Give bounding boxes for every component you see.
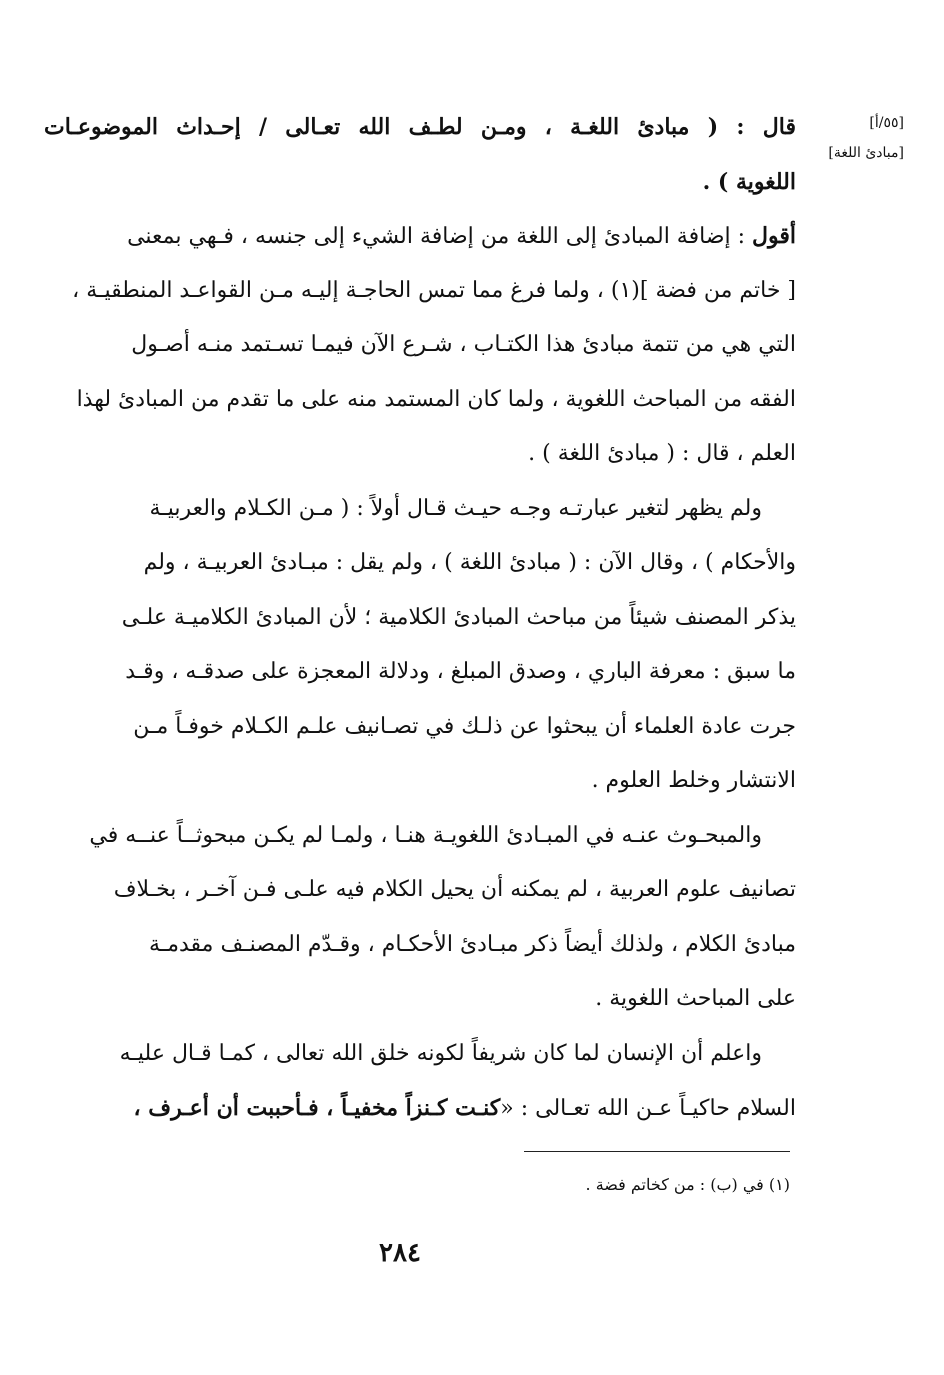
- text-line: والمبحـوث عنـه في المبـادئ اللغويـة هنـا ، ولمـا لم يكـن مبحوثــاً عنــه في: [89, 822, 762, 848]
- text-line: ما سبق : معرفة الباري ، وصدق المبلغ ، ودلالة المعجزة على صدقـه ، وقـد: [125, 659, 796, 684]
- folio-marker: [٥٥/أ]: [869, 115, 904, 131]
- footnote-separator: [524, 1151, 790, 1152]
- text-line: تصانيف علوم العربية ، لم يمكنه أن يحيل الكلام فيه علـى فـن آخـر ، بخـلاف: [113, 877, 796, 902]
- text-line: جرت عادة العلماء أن يبحثوا عن ذلـك في تصـانيف علـم الكـلام خوفـاً مـن: [133, 713, 796, 739]
- text-line: [ خاتم من فضة ](١) ، ولما فرغ مما تمس الحاجـة إليـه مـن القواعـد المنطقيـة ،: [72, 277, 796, 303]
- text-line: أقول : إضافة المبادئ إلى اللغة من إضافة الشيء إلى جنسه ، فـهي بمعنى: [127, 223, 796, 249]
- text-line: والأحكام ) ، وقال الآن : ( مبادئ اللغة ) ، ولم يقل : مبـادئ العربيـة ، ولم: [143, 550, 796, 575]
- text-line: قال : ( مبادئ اللغـة ، ومـن لطـف الله تعـالى / إحـداث الموضوعـات: [44, 114, 796, 140]
- text-line: الانتشار وخلط العلوم .: [591, 768, 796, 793]
- text-line: على المباحث اللغوية .: [595, 986, 796, 1011]
- hadith-quote: كنـت كـنزاً مخفيـاً ، فـأحببت أن أعـرف ،: [133, 1095, 501, 1121]
- footnote: (١) في (ب) : من كخاتم فضة .: [585, 1175, 790, 1194]
- text-line: يذكر المصنف شيئاً من مباحث المبادئ الكلامية ؛ لأن المبادئ الكلاميـة علـى: [121, 604, 796, 630]
- main-text: [44, 100, 796, 1136]
- text-line: العلم ، قال : ( مبادئ اللغة ) .: [528, 441, 796, 466]
- text-line: اللغوية ) .: [702, 168, 796, 195]
- page-number: ٢٨٤: [379, 1238, 421, 1268]
- topic-marker: [مبادئ اللغة]: [828, 145, 904, 161]
- text-line: الفقه من المباحث اللغوية ، ولما كان المستمد منه على ما تقدم من المبادئ لهذا: [76, 386, 796, 412]
- margin-notes: [794, 108, 904, 168]
- text-line: التي هي من تتمة مبادئ هذا الكتـاب ، شـرع الآن فيمـا تسـتمد منـه أصـول: [131, 332, 796, 357]
- text-line: واعلم أن الإنسان لما كان شريفاً لكونه خلق الله تعالى ، كمـا قـال عليـه: [119, 1040, 762, 1066]
- text-line: ولم يظهر لتغير عبارتـه وجـه حيـث قـال أولاً : ( مـن الكـلام والعربيـة: [149, 495, 762, 521]
- lead-word: أقول: [752, 223, 796, 249]
- text-line: السلام حاكيـاً عـن الله تعـالى : «كنـت كـنزاً مخفيـاً ، فـأحببت أن أعـرف ،: [133, 1095, 796, 1121]
- text-line: مبادئ الكلام ، ولذلك أيضاً ذكر مبـادئ الأحكـام ، وقـدّم المصنـف مقدمـة: [148, 931, 796, 957]
